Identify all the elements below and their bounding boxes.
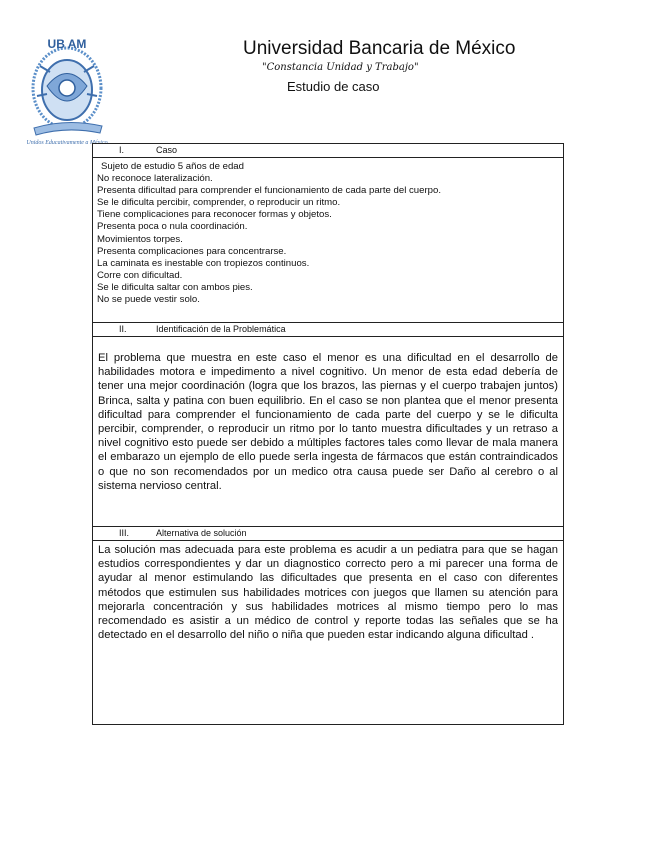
section-number: II. <box>119 324 127 334</box>
university-logo <box>22 36 112 148</box>
motto: "Constancia Unidad y Trabajo" <box>262 62 419 73</box>
section-label: Caso <box>156 145 178 155</box>
list-item: Presenta complicaciones para concentrarse. <box>97 245 287 257</box>
section-label: Alternativa de solución <box>156 528 247 538</box>
solution-paragraph: La solución mas adecuada para este problema es acudir a un pediatra para que se hagan estudios correspondientes y dar un diagnostico correcto pero a mi parecer una forma de ayudar al menor estimulando las dificultades que presenta en el caso con diferentes métodos que estimulen sus habilidades motrices con juegos que llamen su atención para mejorarla concentración y sus habilidades motrices al mismo tiempo pero lo mas recomendado es asistir a un médico de control y reporte todas las señales que se ha detectado en el desarrollo del niño o niña que pueden estar indicando alguna dificultad . <box>98 544 558 642</box>
subtitle: Estudio de caso <box>287 79 380 94</box>
list-item: Corre con dificultad. <box>97 269 183 281</box>
list-item: Tiene complicaciones para reconocer formas y objetos. <box>97 209 332 221</box>
list-item: Movimientos torpes. <box>97 233 183 245</box>
logo-emblem <box>33 48 102 135</box>
section-problematica <box>93 337 563 527</box>
list-item: No reconoce lateralización. <box>97 173 213 185</box>
list-item: Presenta poca o nula coordinación. <box>97 221 248 233</box>
page-title: Universidad Bancaria de México <box>243 38 516 59</box>
section-header-caso <box>93 144 563 158</box>
list-item: Sujeto de estudio 5 años de edad <box>101 161 244 172</box>
symptom-list <box>93 158 563 322</box>
section-solucion <box>93 541 563 724</box>
section-number: III. <box>119 528 130 538</box>
logo-caption: Unidos Educativamente a México <box>26 140 108 146</box>
problem-paragraph: El problema que muestra en este caso el menor es una dificultad en el desarrollo de habilidades motora e impedimento a nivel cognitivo. Un menor de esta edad debería de tener una mejor coordinación (logra que los brazos, las piernas y el cuerpo trabajen juntos) Brinca, salta y patina con buen equilibrio. En el caso se non plantea que el menor presenta dificultad para comprender el funcionamiento de cada parte del cuerpo y se le dificulta percibir, comprender, o reproducir un ritmo por lo tanto muestra dificultades y un retraso a nivel cognitivo esto puede ser debido a múltiples factores tales como llevar de mala manera el embarazo un ejemplo de ello puede serla ingesta de fármacos que están contraindicados o que no son recomendados por un medico otra causa puede ser Daño al cerebro o al sistema nervioso central. <box>98 352 558 492</box>
section-number: I. <box>119 145 125 155</box>
section-header-problematica <box>93 323 563 337</box>
logo-text: UB AM <box>47 37 87 51</box>
section-label: Identificación de la Problemática <box>156 324 286 334</box>
list-item: No se puede vestir solo. <box>97 294 200 306</box>
list-item: Se le dificulta saltar con ambos pies. <box>97 281 253 293</box>
case-study-table <box>92 143 564 725</box>
section-header-solucion <box>93 527 563 541</box>
section-caso <box>93 158 563 323</box>
list-item: Se le dificulta percibir, comprender, o reproducir un ritmo. <box>97 197 341 209</box>
list-item: Presenta dificultad para comprender el funcionamiento de cada parte del cuerpo. <box>97 185 441 197</box>
list-item: La caminata es inestable con tropiezos continuos. <box>97 257 310 269</box>
